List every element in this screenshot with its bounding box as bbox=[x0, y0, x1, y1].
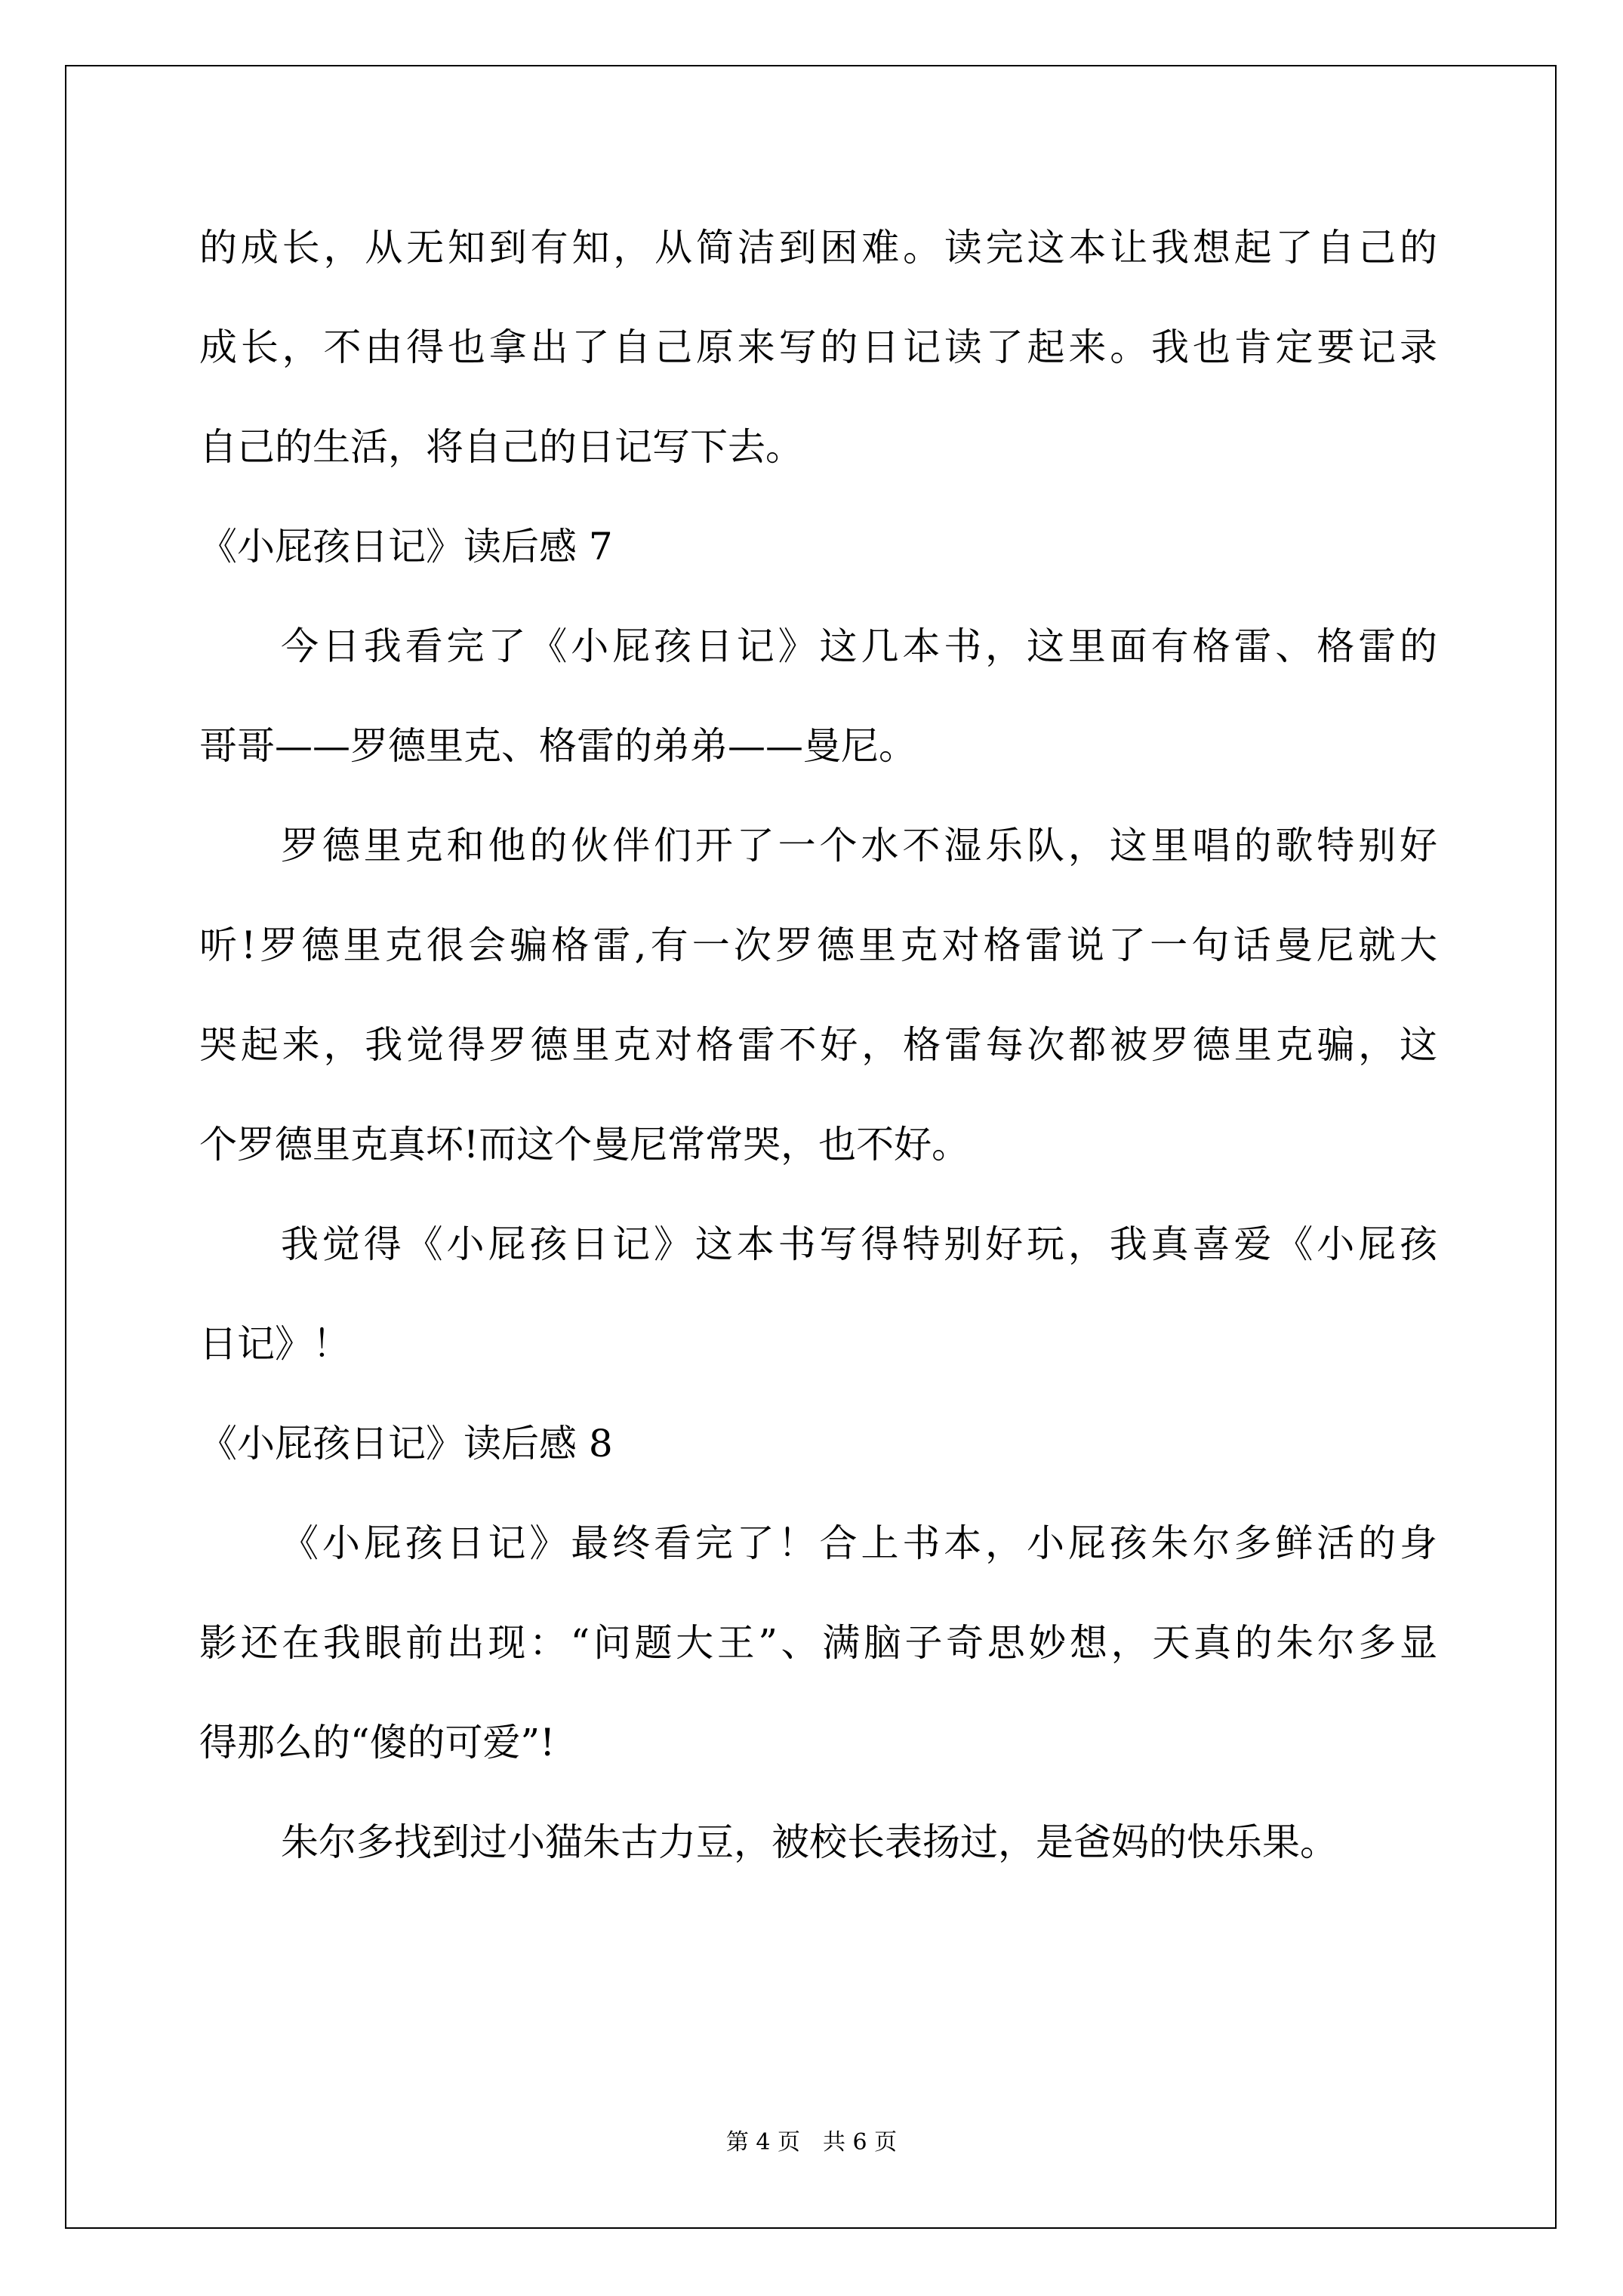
paragraph-first-line: 罗德里克和他的伙伴们开了一个水不湿乐队，这里唱的歌特别好 bbox=[281, 824, 1437, 868]
page-number: 第 4 页 bbox=[725, 2129, 800, 2156]
paragraph-first-line: 我觉得《小屁孩日记》这本书写得特别好玩，我真喜爱《小屁孩 bbox=[281, 1222, 1437, 1266]
text-line: 影还在我眼前出现：“问题大王”、满脑子奇思妙想，天真的朱尔多显 bbox=[199, 1621, 1437, 1665]
section-heading: 《小屁孩日记》读后感 8 bbox=[199, 1422, 613, 1465]
text-line: 成长，不由得也拿出了自己原来写的日记读了起来。我也肯定要记录 bbox=[199, 325, 1437, 369]
page-total: 共 6 页 bbox=[823, 2129, 898, 2156]
text-line: 的成长，从无知到有知，从简洁到困难。读完这本让我想起了自己的 bbox=[199, 226, 1437, 270]
text-line: 个罗德里克真坏!而这个曼尼常常哭，也不好。 bbox=[199, 1123, 970, 1166]
paragraph-first-line: 《小屁孩日记》最终看完了！合上书本，小屁孩朱尔多鲜活的身 bbox=[281, 1521, 1437, 1565]
text-line: 哥哥——罗德里克、格雷的弟弟——曼尼。 bbox=[199, 724, 916, 768]
document-body bbox=[199, 198, 1437, 1892]
section-heading: 《小屁孩日记》读后感 7 bbox=[199, 525, 613, 569]
text-line: 听!罗德里克很会骗格雷,有一次罗德里克对格雷说了一句话曼尼就大 bbox=[199, 923, 1437, 967]
paragraph-first-line: 朱尔多找到过小猫朱古力豆，被校长表扬过，是爸妈的快乐果。 bbox=[281, 1820, 1338, 1864]
paragraph-first-line: 今日我看完了《小屁孩日记》这几本书，这里面有格雷、格雷的 bbox=[281, 624, 1437, 668]
text-line: 哭起来，我觉得罗德里克对格雷不好，格雷每次都被罗德里克骗，这 bbox=[199, 1023, 1437, 1067]
text-line: 自己的生活，将自己的日记写下去。 bbox=[199, 425, 803, 469]
page-footer bbox=[0, 2128, 1623, 2158]
text-line: 得那么的“傻的可爱”! bbox=[199, 1721, 556, 1764]
text-line: 日记》！ bbox=[199, 1322, 350, 1366]
